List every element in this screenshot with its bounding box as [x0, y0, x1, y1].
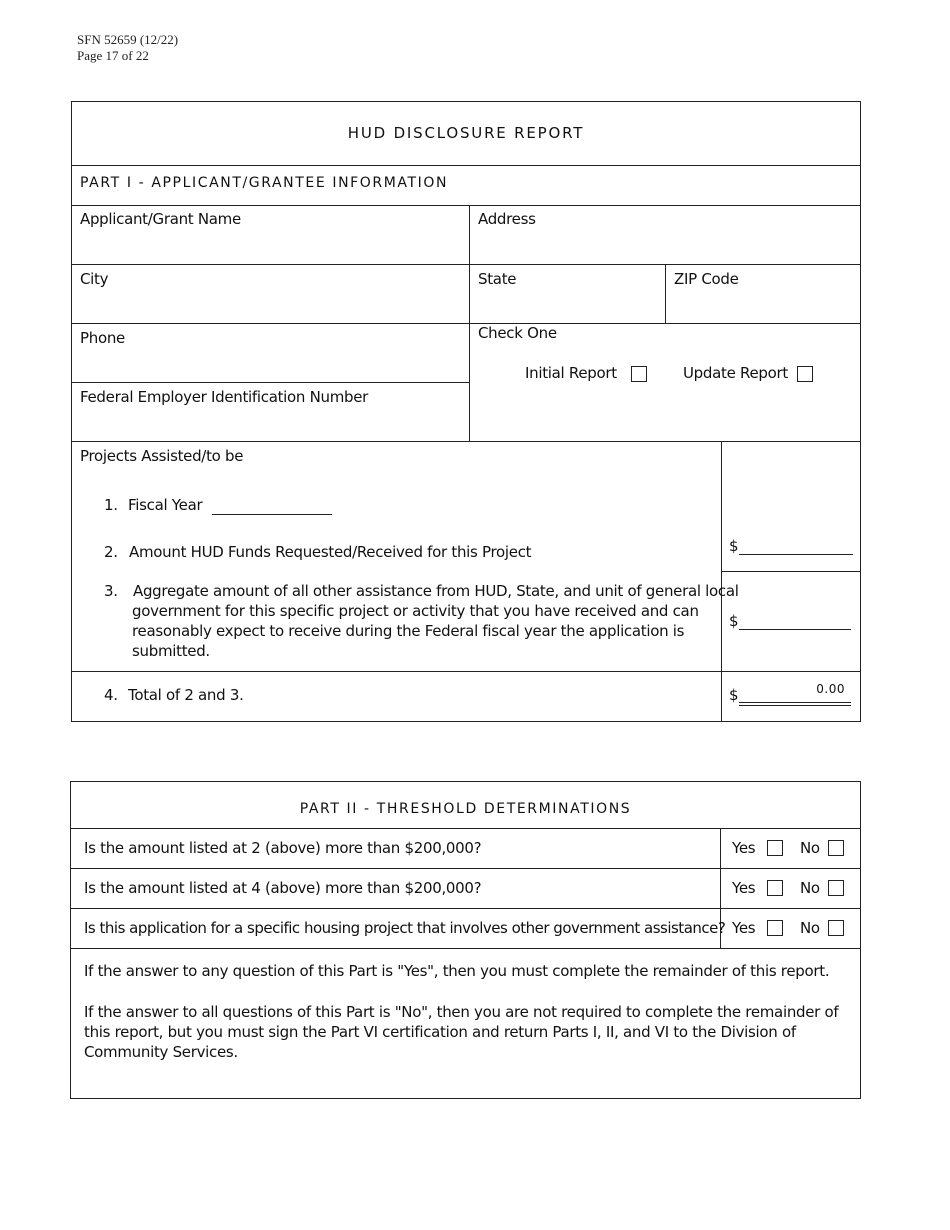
question-1: Is the amount listed at 2 (above) more than $200,000? — [84, 839, 482, 857]
total-underline — [739, 702, 851, 703]
state-label: State — [478, 270, 517, 288]
yes-label: Yes — [732, 879, 756, 897]
divider — [71, 441, 861, 442]
address-label: Address — [478, 210, 536, 228]
q2-yes-checkbox[interactable] — [767, 880, 783, 896]
report-title: HUD DISCLOSURE REPORT — [347, 124, 585, 142]
no-label: No — [800, 839, 820, 857]
fein-label: Federal Employer Identification Number — [80, 388, 369, 406]
initial-report-checkbox[interactable] — [631, 366, 647, 382]
fiscal-year-label: Fiscal Year — [128, 496, 203, 514]
part2-heading: PART II - THRESHOLD DETERMINATIONS — [299, 801, 632, 817]
divider — [71, 205, 861, 206]
item3-text-line: reasonably expect to receive during the Federal fiscal year the application is — [132, 622, 685, 640]
divider — [70, 948, 861, 949]
item4-number: 4. — [104, 686, 118, 704]
check-one-label: Check One — [478, 324, 557, 342]
dollar-sign: $ — [729, 537, 739, 555]
form-number: SFN 52659 (12/22) — [77, 32, 179, 47]
item3-text-line: government for this specific project or activity that you have received and can — [132, 602, 699, 620]
other-assistance-amount-field[interactable] — [739, 629, 851, 630]
update-report-label: Update Report — [683, 364, 788, 382]
q2-no-checkbox[interactable] — [828, 880, 844, 896]
phone-label: Phone — [80, 329, 125, 347]
total-value[interactable]: 0.00 — [816, 682, 845, 696]
initial-report-label: Initial Report — [525, 364, 617, 382]
hud-funds-label: Amount HUD Funds Requested/Received for this Project — [129, 543, 532, 561]
dollar-sign: $ — [729, 686, 739, 704]
divider — [70, 828, 861, 829]
divider — [71, 323, 861, 324]
divider — [71, 671, 861, 672]
city-label: City — [80, 270, 109, 288]
divider — [721, 571, 861, 572]
instruction-no: If the answer to all questions of this Part is "No", then you are not required to complete the remainder of this report, but you must sign the Part VI certification and return Parts I, II, and VI to the Division of Community Services. — [84, 1003, 839, 1061]
part1-heading: PART I - APPLICANT/GRANTEE INFORMATION — [80, 175, 449, 191]
projects-label: Projects Assisted/to be — [80, 447, 244, 465]
item3-number: 3. — [104, 582, 118, 600]
q3-yes-checkbox[interactable] — [767, 920, 783, 936]
dollar-sign: $ — [729, 612, 739, 630]
zip-code-label: ZIP Code — [674, 270, 739, 288]
item1-number: 1. — [104, 496, 118, 514]
yes-label: Yes — [732, 839, 756, 857]
hud-funds-amount-field[interactable] — [739, 554, 853, 555]
q1-yes-checkbox[interactable] — [767, 840, 783, 856]
question-2: Is the amount listed at 4 (above) more than $200,000? — [84, 879, 482, 897]
update-report-checkbox[interactable] — [797, 366, 813, 382]
page-number: Page 17 of 22 — [77, 48, 149, 63]
yes-label: Yes — [732, 919, 756, 937]
divider — [71, 165, 861, 166]
fiscal-year-field[interactable] — [212, 514, 332, 515]
no-label: No — [800, 919, 820, 937]
item2-number: 2. — [104, 543, 118, 561]
item3-text-line: submitted. — [132, 642, 210, 660]
divider — [71, 264, 861, 265]
no-label: No — [800, 879, 820, 897]
total-label: Total of 2 and 3. — [128, 686, 244, 704]
applicant-name-label: Applicant/Grant Name — [80, 210, 241, 228]
item3-text-line: Aggregate amount of all other assistance from HUD, State, and unit of general local — [133, 582, 739, 600]
divider — [70, 868, 861, 869]
question-3: Is this application for a specific housing project that involves other government assistance? — [84, 919, 726, 937]
instruction-yes: If the answer to any question of this Part is "Yes", then you must complete the remainder of this report. — [84, 962, 830, 980]
total-underline — [739, 705, 851, 706]
q1-no-checkbox[interactable] — [828, 840, 844, 856]
q3-no-checkbox[interactable] — [828, 920, 844, 936]
divider — [665, 264, 666, 323]
divider — [70, 908, 861, 909]
divider — [71, 382, 469, 383]
